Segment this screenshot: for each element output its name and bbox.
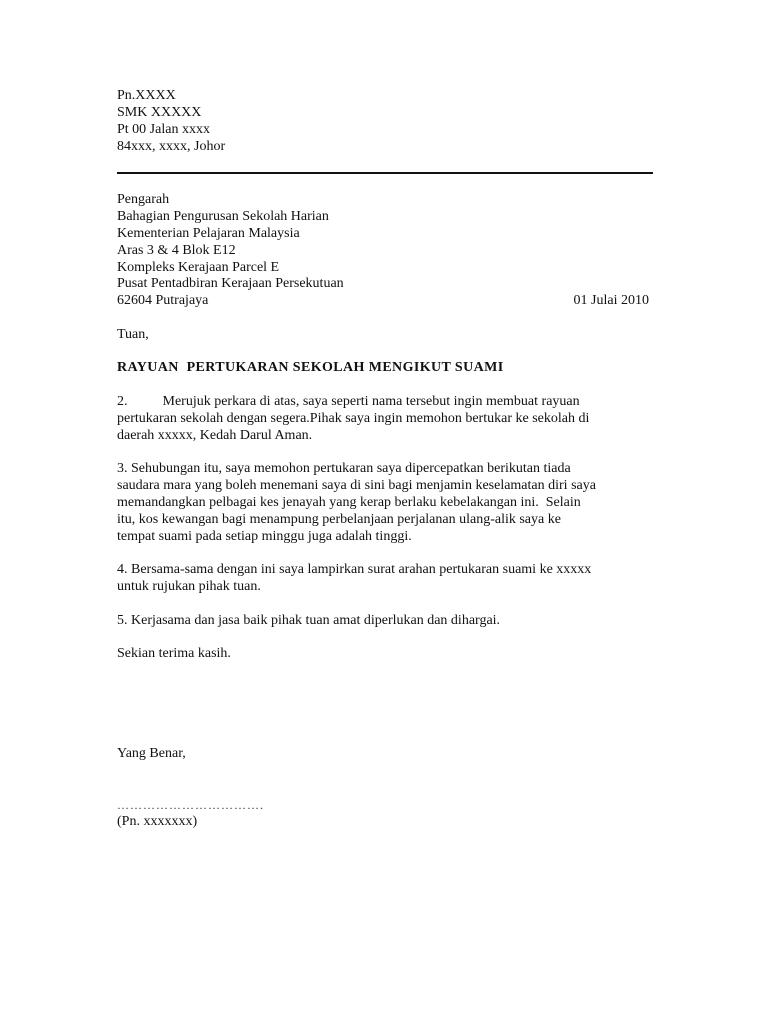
- recipient-line-3: Kementerian Pelajaran Malaysia: [117, 226, 300, 241]
- paragraph-line: 5. Kerjasama dan jasa baik pihak tuan amat diperlukan dan dihargai.: [117, 613, 501, 628]
- closing: Sekian terima kasih.: [117, 646, 231, 661]
- paragraph-line: memandangkan pelbagai kes jenayah yang kerap berlaku kebelakangan ini. Selain: [117, 495, 581, 510]
- letter-date: 01 Julai 2010: [573, 293, 649, 308]
- paragraph-line: saudara mara yang boleh menemani saya di sini bagi menjamin keselamatan diri saya: [117, 478, 596, 493]
- sender-name: Pn.XXXX: [117, 88, 176, 103]
- recipient-line-6: Pusat Pentadbiran Kerajaan Persekutuan: [117, 276, 344, 291]
- header-divider: [117, 172, 653, 174]
- recipient-line-2: Bahagian Pengurusan Sekolah Harian: [117, 209, 329, 224]
- paragraph-line: 3. Sehubungan itu, saya memohon pertukaran saya dipercepatkan berikutan tiada: [117, 461, 571, 476]
- sender-school: SMK XXXXX: [117, 105, 202, 120]
- paragraph-line: 2. Merujuk perkara di atas, saya seperti nama tersebut ingin membuat rayuan: [117, 394, 580, 409]
- signature-line: …………………………….: [117, 798, 264, 812]
- paragraph-4: [117, 561, 657, 595]
- sign-off: Yang Benar,: [117, 746, 186, 761]
- paragraph-line: 4. Bersama-sama dengan ini saya lampirkan surat arahan pertukaran suami ke xxxxx: [117, 562, 592, 577]
- recipient-line-4: Aras 3 & 4 Blok E12: [117, 243, 236, 258]
- recipient-line-7: 62604 Putrajaya: [117, 293, 209, 308]
- paragraph-line: pertukaran sekolah dengan segera.Pihak saya ingin memohon bertukar ke sekolah di: [117, 411, 590, 426]
- paragraph-line: untuk rujukan pihak tuan.: [117, 579, 261, 594]
- paragraph-line: daerah xxxxx, Kedah Darul Aman.: [117, 428, 313, 443]
- paragraph-line: tempat suami pada setiap minggu juga adalah tinggi.: [117, 529, 412, 544]
- paragraph-line: itu, kos kewangan bagi menampung perbelanjaan perjalanan ulang-alik saya ke: [117, 512, 561, 527]
- paragraph-5: [117, 612, 657, 629]
- recipient-line-1: Pengarah: [117, 192, 170, 207]
- paragraph-3: [117, 460, 657, 545]
- sender-street: Pt 00 Jalan xxxx: [117, 122, 210, 137]
- salutation: Tuan,: [117, 327, 149, 342]
- recipient-line-5: Kompleks Kerajaan Parcel E: [117, 260, 280, 275]
- letter-subject: RAYUAN PERTUKARAN SEKOLAH MENGIKUT SUAMI: [117, 360, 504, 375]
- sender-postcode-city: 84xxx, xxxx, Johor: [117, 139, 226, 154]
- signatory-name: (Pn. xxxxxxx): [117, 814, 198, 829]
- paragraph-2: [117, 393, 657, 444]
